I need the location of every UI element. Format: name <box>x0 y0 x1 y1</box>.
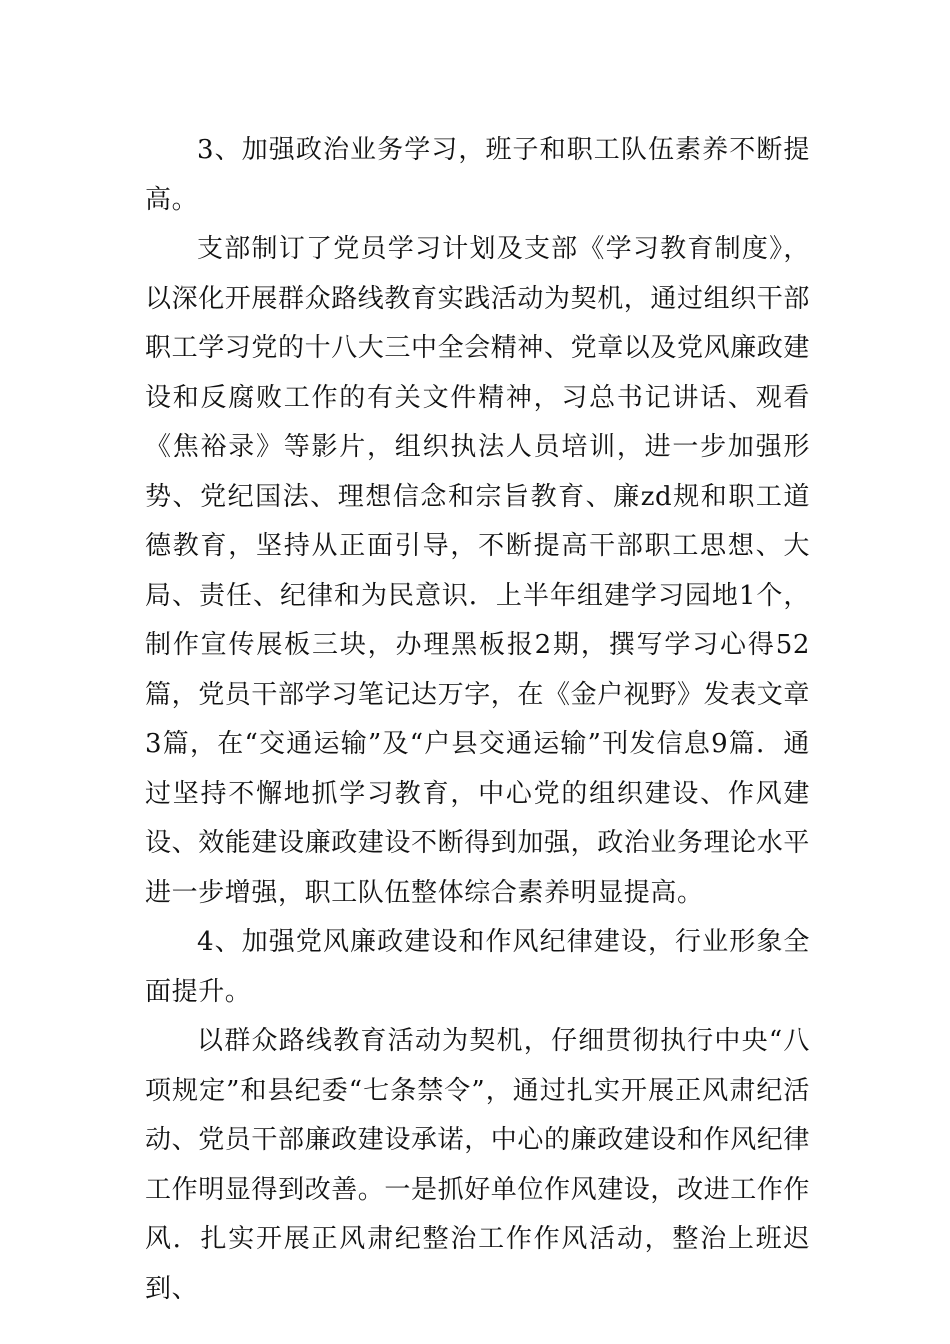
section-heading-4: 4、加强党风廉政建设和作风纪律建设，行业形象全面提升。 <box>145 927 810 1007</box>
section-heading-3: 3、加强政治业务学习，班子和职工队伍素养不断提高。 <box>145 135 810 215</box>
document-body <box>145 126 810 1314</box>
body-paragraph-study: 支部制订了党员学习计划及支部《学习教育制度》，以深化开展群众路线教育实践活动为契机，通过组织干部职工学习党的十八大三中全会精神、党章以及党风廉政建设和反腐败工作的有关文件精神，习总书记讲话、观看《焦裕录》等影片，组织执法人员培训，进一步加强形势、党纪国法、理想信念和宗旨教育、廉zd规和职工道德教育，坚持从正面引导，不断提高干部职工思想、大局、责任、纪律和为民意识．上半年组建学习园地1个，制作宣传展板三块，办理黑板报2期，撰写学习心得52篇，党员干部学习笔记达万字，在《金户视野》发表文章3篇，在“交通运输”及“户县交通运输”刊发信息9篇．通过坚持不懈地抓学习教育，中心党的组织建设、作风建设、效能建设廉政建设不断得到加强，政治业务理论水平进一步增强，职工队伍整体综合素养明显提高。 <box>145 234 811 908</box>
body-paragraph-integrity: 以群众路线教育活动为契机，仔细贯彻执行中央“八项规定”和县纪委“七条禁令”，通过扎实开展正风肃纪活动、党员干部廉政建设承诺，中心的廉政建设和作风纪律工作明显得到改善。一是抓好单位作风建设，改进工作作风．扎实开展正风肃纪整治工作作风活动，整治上班迟到、 <box>145 1026 811 1304</box>
